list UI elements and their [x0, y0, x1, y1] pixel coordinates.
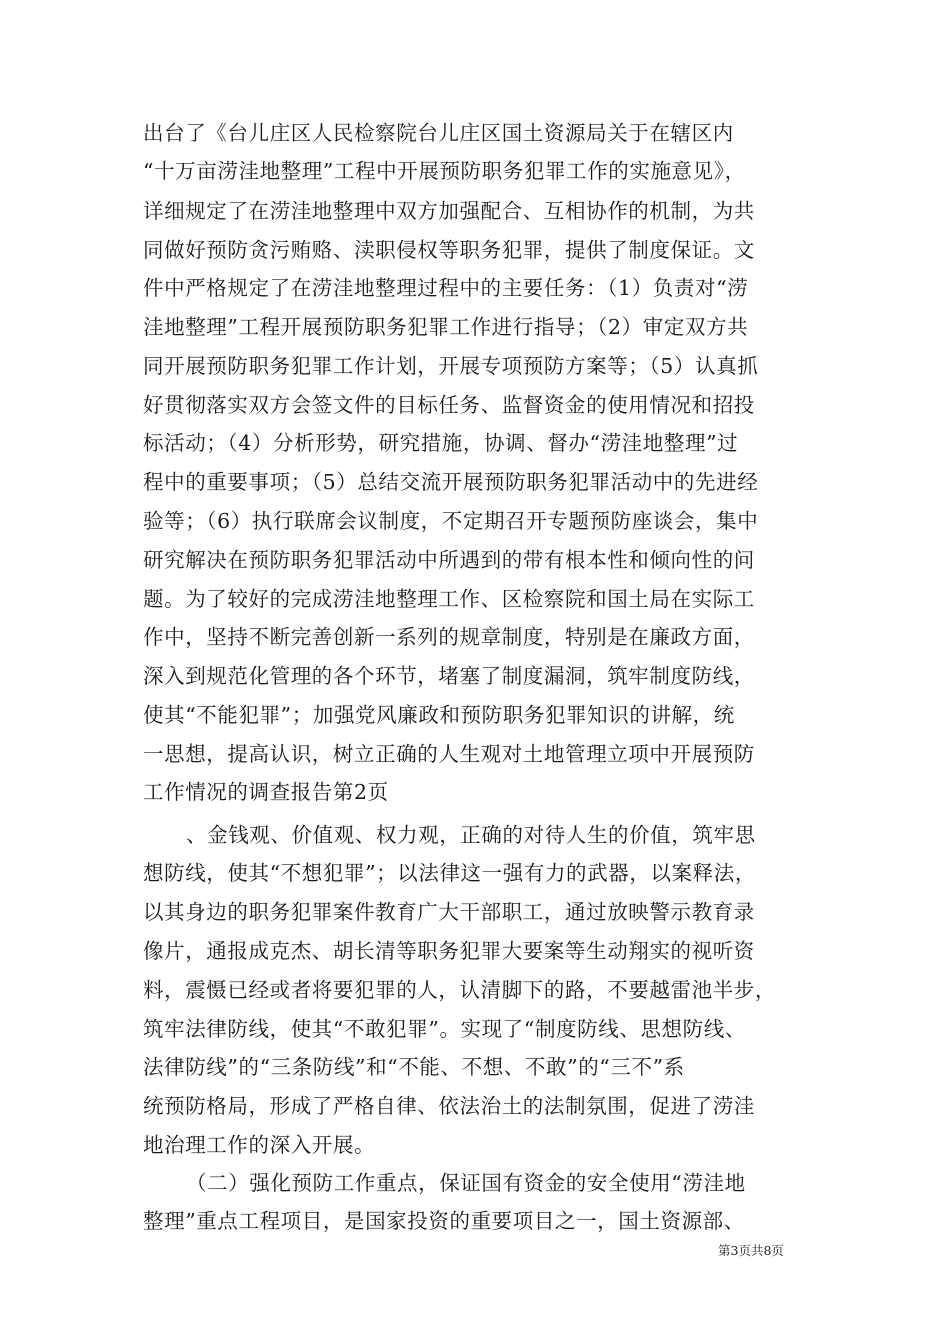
text-line: 统预防格局，形成了严格自律、依法治土的法制氛围，促进了涝洼 — [143, 1094, 755, 1118]
text-line: 工作情况的调查报告第2页 — [143, 780, 389, 804]
text-line: 整理”重点工程项目，是国家投资的重要项目之一，国土资源部、 — [143, 1209, 745, 1233]
text-line: 研究解决在预防职务犯罪活动中所遇到的带有根本性和倾向性的问 — [143, 548, 755, 572]
text-line: 使其“不能犯罪”；加强党风廉政和预防职务犯罪知识的讲解，统 — [143, 703, 735, 727]
text-line: （二）强化预防工作重点，保证国有资金的安全使用“涝洼地 — [186, 1171, 746, 1195]
text-line: 、金钱观、价值观、权力观，正确的对待人生的价值，筑牢思 — [186, 823, 756, 847]
text-line: 深入到规范化管理的各个环节，堵塞了制度漏洞，筑牢制度防线， — [143, 664, 755, 688]
text-line: 地治理工作的深入开展。 — [143, 1133, 376, 1157]
text-line: 洼地整理”工程开展预防职务犯罪工作进行指导；（2）审定双方共 — [143, 315, 749, 339]
text-line: 料，震慑已经或者将要犯罪的人，认清脚下的路，不要越雷池半步， — [143, 978, 776, 1002]
text-line: 件中严格规定了在涝洼地整理过程中的主要任务：（1）负责对“涝 — [143, 276, 749, 300]
text-line: 一思想，提高认识，树立正确的人生观对土地管理立项中开展预防 — [143, 742, 755, 766]
text-line: 出台了《台儿庄区人民检察院台儿庄区国土资源局关于在辖区内 — [143, 121, 734, 145]
text-line: “十万亩涝洼地整理”工程中开展预防职务犯罪工作的实施意见》， — [143, 159, 746, 183]
text-line: 详细规定了在涝洼地整理中双方加强配合、互相协作的机制，为共 — [143, 199, 755, 223]
text-line: 同做好预防贪污贿赂、渎职侵权等职务犯罪，提供了制度保证。文 — [143, 238, 755, 262]
text-line: 题。为了较好的完成涝洼地整理工作、区检察院和国土局在实际工 — [143, 587, 755, 611]
text-line: 验等；（6）执行联席会议制度，不定期召开专题预防座谈会，集中 — [143, 509, 759, 533]
text-line: 以其身边的职务犯罪案件教育广大干部职工，通过放映警示教育录 — [143, 900, 755, 924]
text-line: 像片，通报成克杰、胡长清等职务犯罪大要案等生动翔实的视听资 — [143, 939, 755, 963]
text-line: 好贯彻落实双方会签文件的目标任务、监督资金的使用情况和招投 — [143, 393, 755, 417]
text-line: 筑牢法律防线，使其“不敢犯罪”。实现了“制度防线、思想防线、 — [143, 1017, 746, 1041]
page-number: 第3页共8页 — [718, 1243, 784, 1258]
text-line: 法律防线”的“三条防线”和“不能、不想、不敢”的“三不”系 — [143, 1055, 685, 1079]
text-line: 同开展预防职务犯罪工作计划，开展专项预防方案等；（5）认真抓 — [143, 354, 759, 378]
text-line: 标活动；（4）分析形势，研究措施，协调、督办“涝洼地整理”过 — [143, 431, 739, 455]
text-line: 想防线，使其“不想犯罪”；以法律这一强有力的武器，以案释法， — [143, 861, 756, 885]
text-line: 程中的重要事项；（5）总结交流开展预防职务犯罪活动中的先进经 — [143, 470, 759, 494]
text-line: 作中，坚持不断完善创新一系列的规章制度，特别是在廉政方面， — [143, 625, 755, 649]
